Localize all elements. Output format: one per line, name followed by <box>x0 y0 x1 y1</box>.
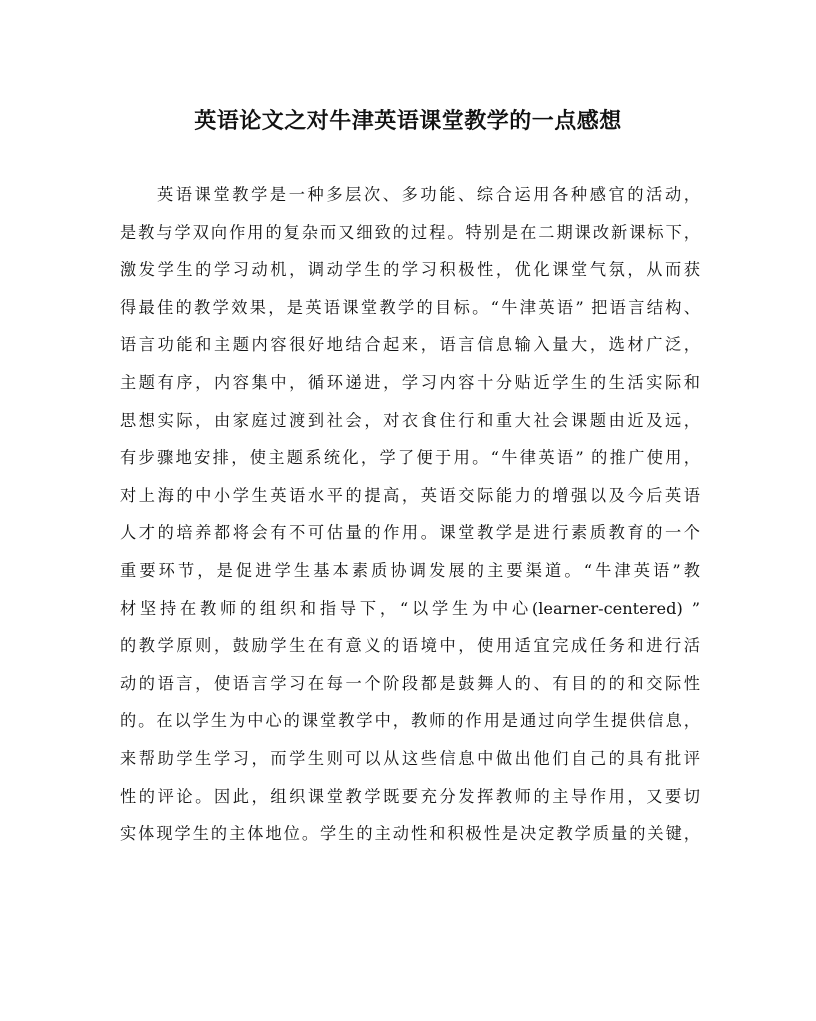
body-line: 来帮助学生学习，而学生则可以从这些信息中做出他们自己的具有批评 <box>120 748 700 768</box>
body-line: 实体现学生的主体地位。学生的主动性和积极性是决定教学质量的关键， <box>120 824 700 844</box>
body-line: 有步骤地安排，使主题系统化，学了便于用。“牛律英语” 的推广使用， <box>120 448 700 468</box>
body-line: 对上海的中小学生英语水平的提高，英语交际能力的增强以及今后英语 <box>120 485 700 505</box>
document-title: 英语论文之对牛津英语课堂教学的一点感想 <box>194 108 622 134</box>
body-line: 是教与学双向作用的复杂而又细致的过程。特别是在二期课改新课标下， <box>120 222 700 242</box>
body-line: 得最佳的教学效果，是英语课堂教学的目标。“牛津英语” 把语言结构、 <box>120 297 700 317</box>
body-line: 的。在以学生为中心的课堂教学中，教师的作用是通过向学生提供信息， <box>120 711 700 731</box>
body-line: 材坚持在教师的组织和指导下，“以学生为中心(learner-centered) ” <box>120 598 700 618</box>
document-body <box>120 180 700 857</box>
body-line: 思想实际，由家庭过渡到社会，对衣食住行和重大社会课题由近及远， <box>120 410 700 430</box>
body-line: 主题有序，内容集中，循环递进，学习内容十分贴近学生的生活实际和 <box>120 372 700 392</box>
body-line: 人才的培养都将会有不可估量的作用。课堂教学是进行素质教育的一个 <box>120 523 700 543</box>
body-line: 语言功能和主题内容很好地结合起来，语言信息输入量大，选材广泛， <box>120 335 700 355</box>
body-line: 动的语言，使语言学习在每一个阶段都是鼓舞人的、有目的的和交际性 <box>120 673 700 693</box>
body-line: 重要环节，是促进学生基本素质协调发展的主要渠道。“牛津英语”教 <box>120 560 700 580</box>
body-line: 的教学原则，鼓励学生在有意义的语境中，使用适宜完成任务和进行活 <box>120 636 700 656</box>
body-line: 性的评论。因此，组织课堂教学既要充分发挥教师的主导作用，又要切 <box>120 786 700 806</box>
body-line: 激发学生的学习动机，调动学生的学习积极性，优化课堂气氛，从而获 <box>120 260 700 280</box>
body-line: 英语课堂教学是一种多层次、多功能、综合运用各种感官的活动， <box>157 185 700 204</box>
